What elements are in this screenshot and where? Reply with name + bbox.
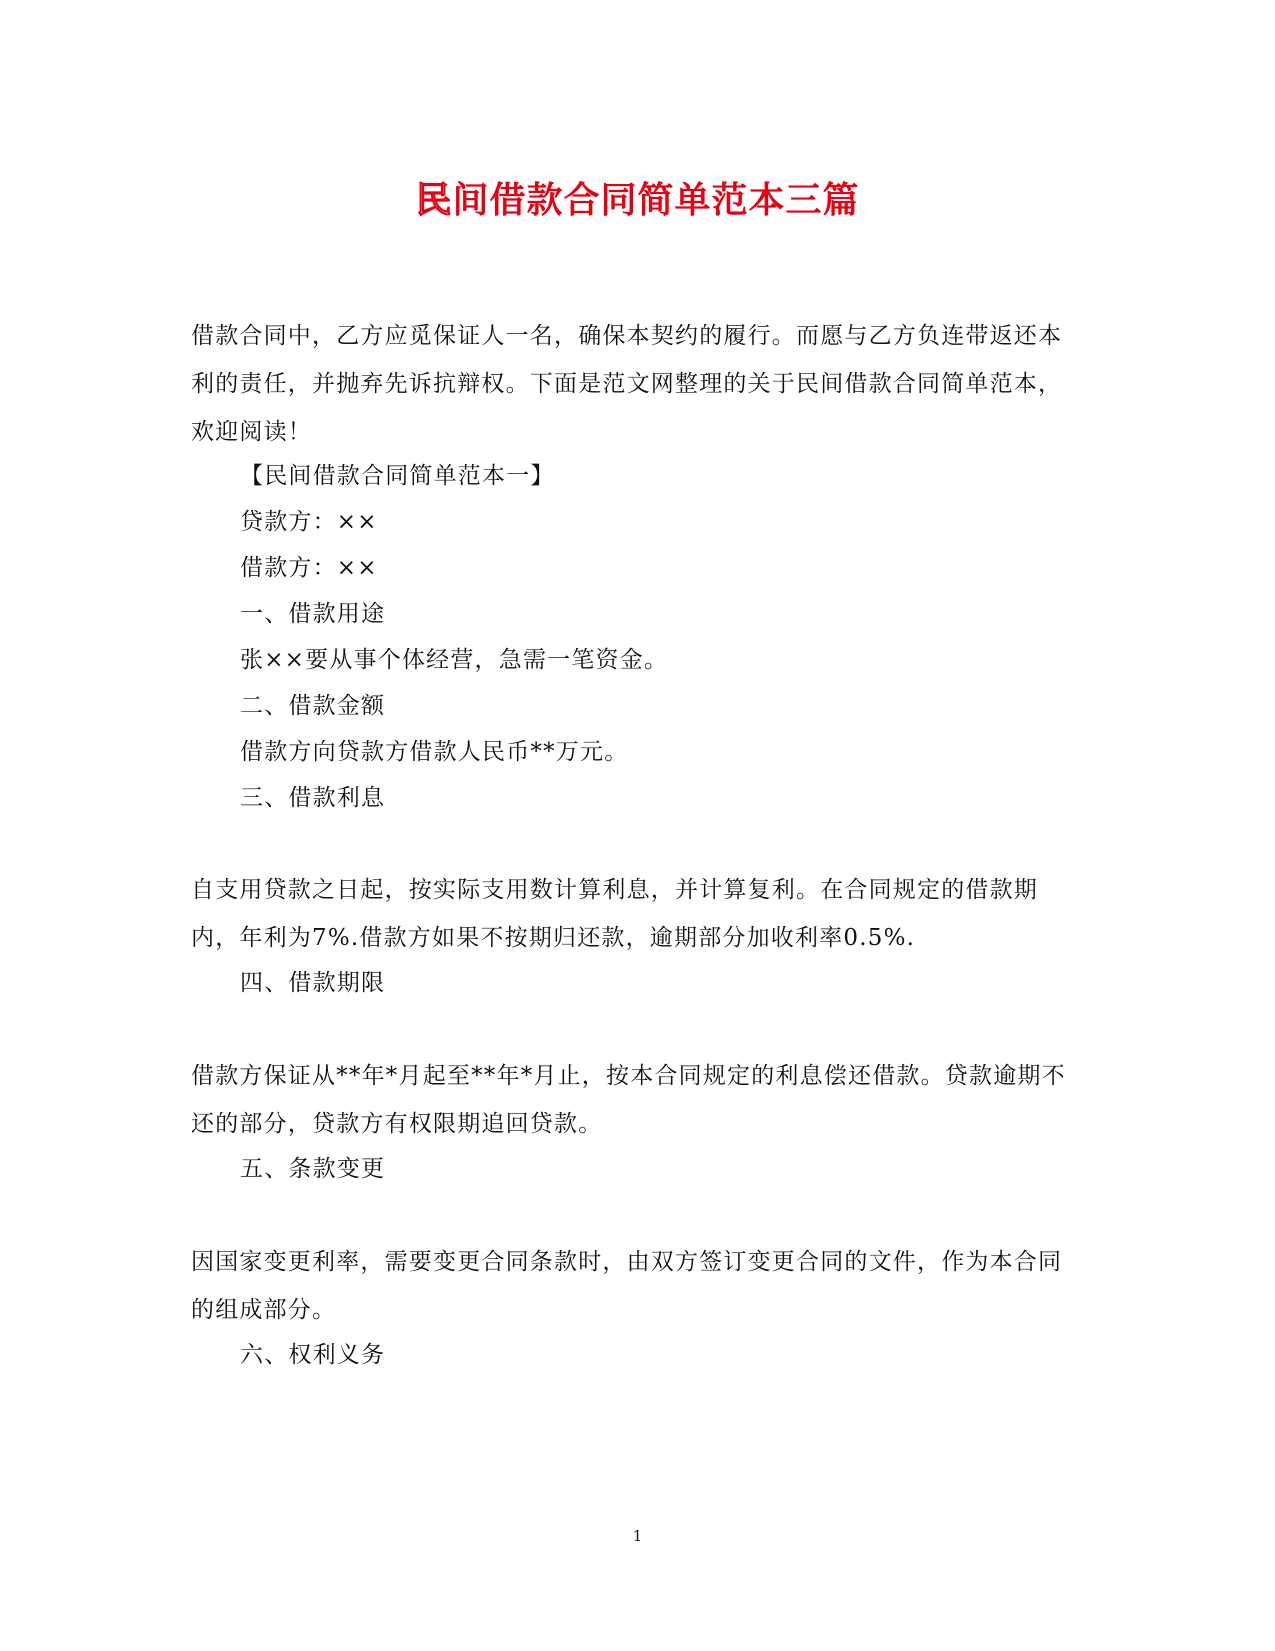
- section-heading: 【民间借款合同简单范本一】: [240, 463, 555, 489]
- clause3-heading: 三、借款利息: [240, 785, 386, 811]
- clause4-heading: 四、借款期限: [240, 970, 386, 996]
- page-number: 1: [632, 1527, 643, 1545]
- clause1-heading: 一、借款用途: [240, 601, 386, 627]
- clause4-text: 借款方保证从**年*月起至**年*月止，按本合同规定的利息偿还借款。贷款逾期不还的部分，贷款方有权限期追回贷款。: [191, 1063, 1066, 1137]
- clause5-heading: 五、条款变更: [240, 1156, 386, 1182]
- clause2-heading: 二、借款金额: [240, 693, 386, 719]
- lender-line: 贷款方：××: [240, 509, 378, 535]
- clause6-heading: 六、权利义务: [240, 1342, 386, 1368]
- clause3-text: 自支用贷款之日起，按实际支用数计算利息，并计算复利。在合同规定的借款期内，年利为7%.借款方如果不按期归还款，逾期部分加收利率0.5%.: [191, 877, 1038, 951]
- title-first-char: 民: [415, 180, 453, 221]
- clause1-text: 张××要从事个体经营，急需一笔资金。: [240, 647, 669, 673]
- borrower-line: 借款方：××: [240, 555, 378, 581]
- intro-paragraph: 借款合同中，乙方应觅保证人一名，确保本契约的履行。而愿与乙方负连带返还本利的责任，并抛弃先诉抗辩权。下面是范文网整理的关于民间借款合同简单范本，欢迎阅读！: [191, 323, 1063, 445]
- clause2-text: 借款方向贷款方借款人民币**万元。: [240, 739, 629, 765]
- clause5-text: 因国家变更利率，需要变更合同条款时，由双方签订变更合同的文件，作为本合同的组成部分。: [191, 1249, 1063, 1323]
- title-text: 间借款合同简单范本三篇: [452, 180, 860, 221]
- document-title: [0, 172, 1275, 223]
